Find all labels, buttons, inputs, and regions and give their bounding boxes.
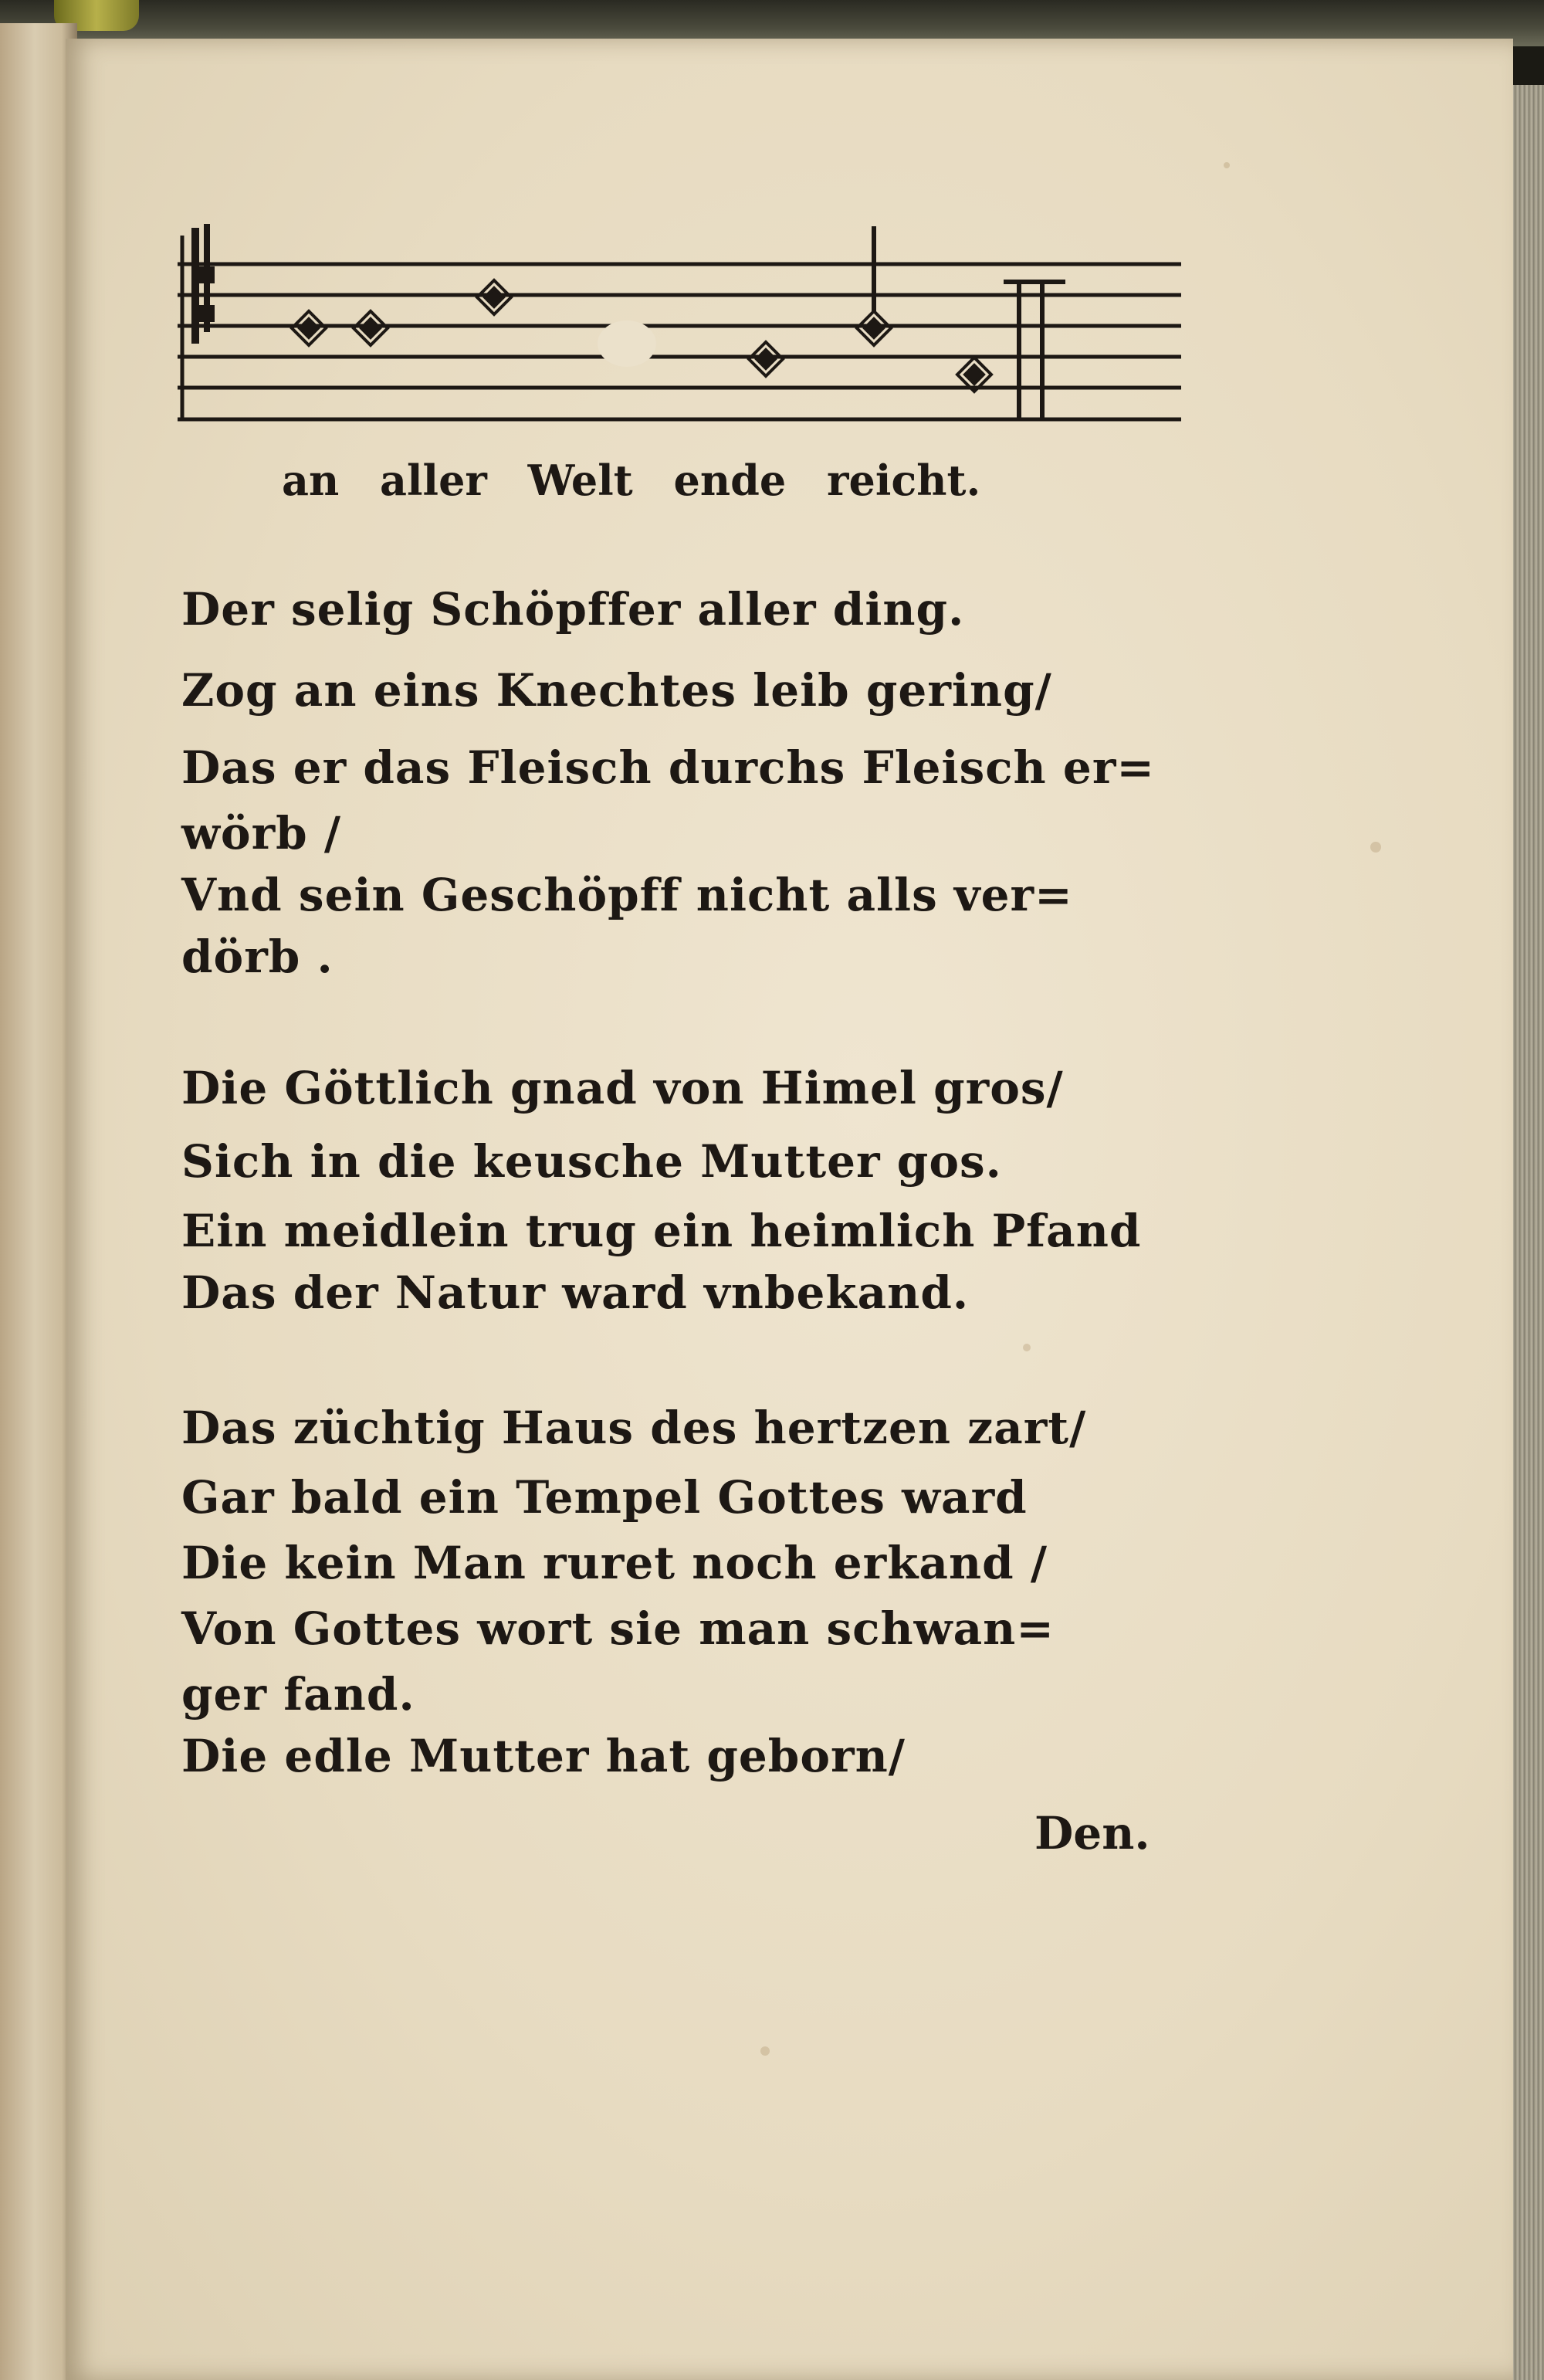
- verse-line: Zog an eins Knechtes leib gering/: [181, 664, 1052, 717]
- verse-line: Die kein Man ruret noch erkand /: [181, 1537, 1048, 1589]
- verse-line: Vnd sein Geschöpff nicht alls ver=: [181, 869, 1073, 921]
- verse-line: Die Göttlich gnad von Himel gros/: [181, 1062, 1064, 1114]
- verse-line: dörb .: [181, 931, 334, 983]
- verse-line: Ein meidlein trug ein heimlich Pfand: [181, 1205, 1142, 1257]
- verse-line: ger fand.: [181, 1668, 415, 1721]
- melody-caption: an aller Welt ende reicht.: [282, 456, 981, 505]
- verse-line: Das er das Fleisch durchs Fleisch er=: [181, 741, 1155, 794]
- verse-line: Gar bald ein Tempel Gottes ward: [181, 1471, 1028, 1524]
- verse-line: Von Gottes wort sie man schwan=: [181, 1602, 1055, 1655]
- music-staff: [178, 220, 1181, 425]
- verse-line: Sich in die keusche Mutter gos.: [181, 1135, 1002, 1188]
- verse-line: wörb /: [181, 807, 342, 859]
- verse-line: Der selig Schöpffer aller ding.: [181, 583, 965, 636]
- verse-line: Das der Natur ward vnbekand.: [181, 1266, 970, 1319]
- catchword: Den.: [1034, 1807, 1150, 1860]
- verse-line: Die edle Mutter hat geborn/: [181, 1730, 906, 1782]
- verse-line: Das züchtig Haus des hertzen zart/: [181, 1402, 1087, 1454]
